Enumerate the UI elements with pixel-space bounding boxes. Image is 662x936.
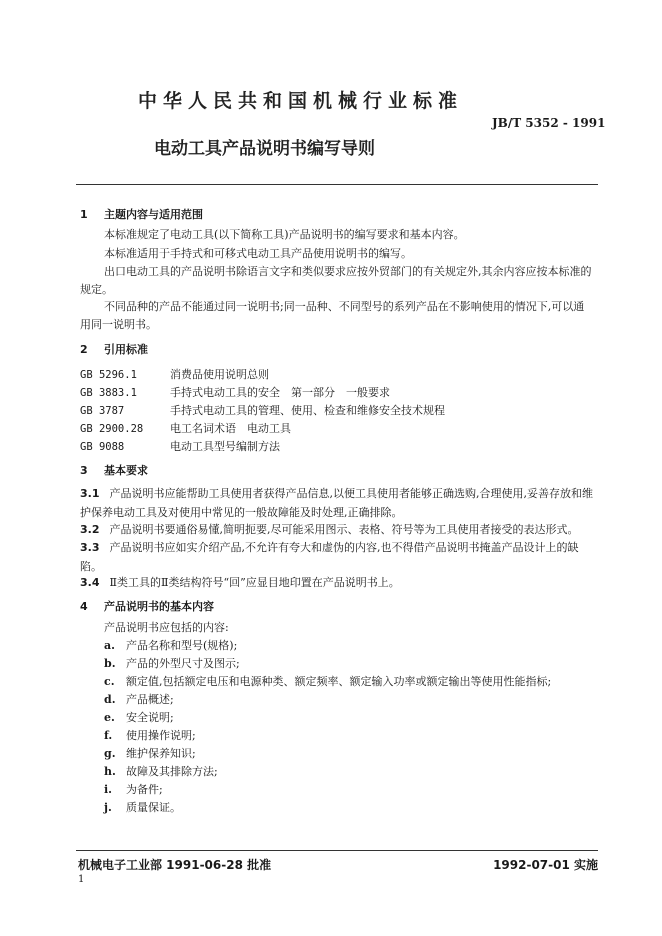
clause-text: Ⅱ类工具的Ⅱ类结构符号“回”应显目地印置在产品说明书上。: [109, 576, 400, 589]
clause-text: 产品说明书应如实介绍产品,不允许有夸大和虚伪的内容,也不得借产品说明书掩盖产品设计上的缺陷。: [80, 541, 579, 573]
reference-name: 手持式电动工具的管理、使用、检查和维修安全技术规程: [170, 404, 445, 417]
page-number: 1: [78, 874, 85, 885]
section-number: 1: [80, 208, 88, 221]
item-text: 产品的外型尺寸及图示;: [126, 657, 240, 670]
content-item: [104, 709, 174, 725]
section-1-para-2: 本标准适用于手持式和可移式电动工具产品使用说明书的编写。: [104, 247, 412, 260]
section-1-para-1: 本标准规定了电动工具(以下简称工具)产品说明书的编写要求和基本内容。: [104, 228, 465, 241]
clause-number: 3.3: [80, 541, 100, 554]
clause-text: 产品说明书要通俗易懂,简明扼要,尽可能采用图示、表格、符号等为工具使用者接受的表达形式。: [109, 523, 579, 536]
section-1-heading: [80, 206, 203, 222]
content-item: [104, 799, 181, 815]
item-text: 产品概述;: [126, 693, 174, 706]
item-letter: g.: [104, 747, 116, 760]
content-item: [104, 673, 551, 689]
item-text: 为备件;: [126, 783, 163, 796]
reference-code: GB 2900.28: [80, 423, 144, 435]
section-title: 引用标准: [104, 343, 148, 356]
item-text: 维护保养知识;: [126, 747, 196, 760]
item-text: 使用操作说明;: [126, 729, 196, 742]
approval-line: 机械电子工业部 1991-06-28 批准: [78, 858, 272, 872]
clause-number: 3.2: [80, 523, 100, 536]
clause-3-1: [80, 484, 594, 522]
reference-code: GB 5296.1: [80, 369, 137, 381]
standard-type-heading: 中华人民共和国机械行业标准: [138, 90, 464, 112]
reference-row: [80, 420, 291, 436]
reference-name: 消费品使用说明总则: [170, 368, 269, 381]
content-item: [104, 655, 240, 671]
header-divider: [76, 184, 598, 185]
clause-3-2: [80, 520, 594, 539]
reference-row: [80, 384, 390, 400]
reference-code: GB 9088: [80, 441, 125, 453]
reference-row: [80, 366, 269, 382]
item-text: 故障及其排除方法;: [126, 765, 218, 778]
reference-code: GB 3787: [80, 405, 125, 417]
reference-code: GB 3883.1: [80, 387, 137, 399]
item-letter: j.: [104, 801, 112, 814]
standard-code: JB/T 5352 - 1991: [492, 116, 606, 130]
section-number: 3: [80, 464, 88, 477]
content-item: [104, 637, 237, 653]
reference-row: [80, 438, 280, 454]
section-title: 基本要求: [104, 464, 148, 477]
clause-number: 3.1: [80, 487, 100, 500]
clause-3-4: [80, 573, 594, 592]
item-letter: h.: [104, 765, 116, 778]
reference-row: [80, 402, 445, 418]
document-title: 电动工具产品说明书编写导则: [154, 139, 375, 159]
content-item: [104, 691, 174, 707]
item-text: 安全说明;: [126, 711, 174, 724]
section-title: 产品说明书的基本内容: [104, 600, 214, 613]
item-text: 质量保证。: [126, 801, 181, 814]
item-letter: f.: [104, 729, 113, 742]
reference-name: 电工名词术语 电动工具: [170, 422, 291, 435]
item-text: 额定值,包括额定电压和电源种类、额定频率、额定输入功率或额定输出等使用性能指标;: [126, 675, 552, 688]
content-item: [104, 781, 163, 797]
section-number: 4: [80, 600, 88, 613]
item-letter: d.: [104, 693, 116, 706]
section-2-heading: [80, 341, 148, 357]
item-letter: i.: [104, 783, 113, 796]
item-letter: a.: [104, 639, 115, 652]
section-1-para-3: 出口电动工具的产品说明书除语言文字和类似要求应按外贸部门的有关规定外,其余内容应按本标准的规定。: [80, 265, 592, 296]
section-title: 主题内容与适用范围: [104, 208, 203, 221]
clause-number: 3.4: [80, 576, 100, 589]
item-letter: e.: [104, 711, 115, 724]
section-4-heading: [80, 598, 214, 614]
item-letter: c.: [104, 675, 115, 688]
effective-date-line: 1992-07-01 实施: [493, 858, 598, 872]
clause-text: 产品说明书应能帮助工具使用者获得产品信息,以便工具使用者能够正确选购,合理使用,妥善存放和维护保养电动工具及对使用中常见的一般故障能及时处理,正确排除。: [80, 487, 593, 519]
item-letter: b.: [104, 657, 116, 670]
section-number: 2: [80, 343, 88, 356]
footer-divider: [76, 850, 598, 851]
content-item: [104, 763, 218, 779]
section-4-intro: 产品说明书应包括的内容:: [104, 621, 229, 634]
clause-3-3: [80, 538, 594, 576]
reference-name: 电动工具型号编制方法: [170, 440, 280, 453]
item-text: 产品名称和型号(规格);: [126, 639, 238, 652]
content-item: [104, 727, 196, 743]
reference-name: 手持式电动工具的安全 第一部分 一般要求: [170, 386, 390, 399]
section-1-para-4: 不同品种的产品不能通过同一说明书;同一品种、不同型号的系列产品在不影响使用的情况下,可以通用同一说明书。: [80, 300, 585, 331]
section-3-heading: [80, 462, 148, 478]
content-item: [104, 745, 196, 761]
